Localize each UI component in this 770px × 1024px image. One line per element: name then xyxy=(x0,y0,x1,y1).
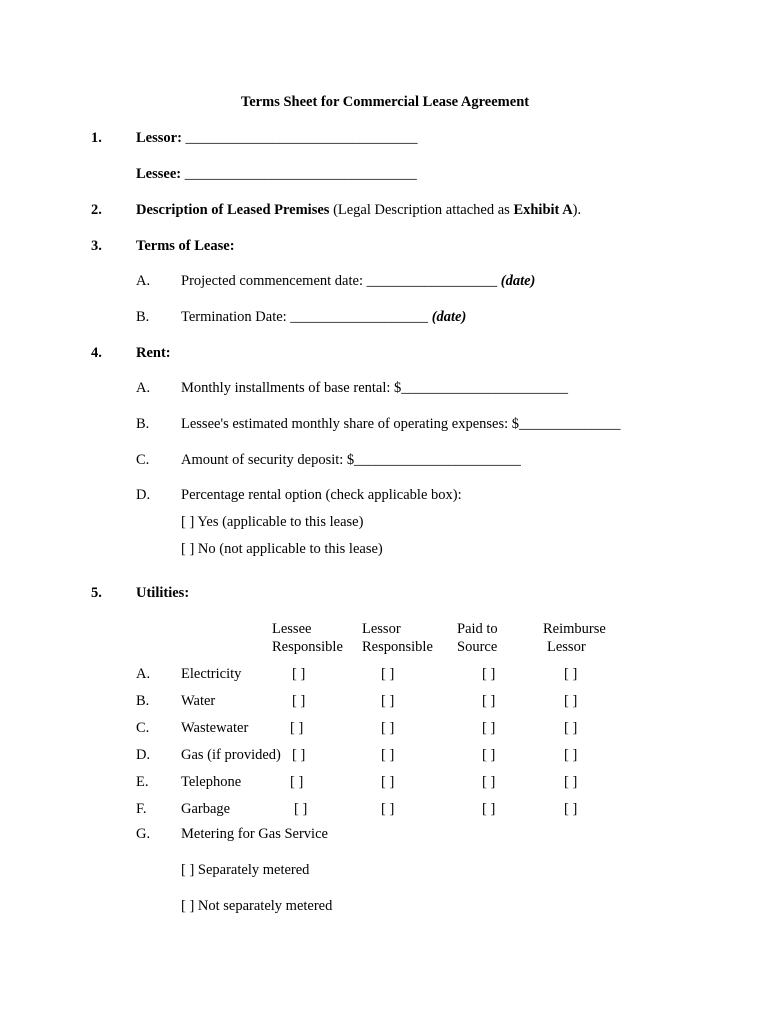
paid-to-source-checkbox[interactable]: [ ] xyxy=(482,693,496,709)
lessor-line xyxy=(136,130,418,147)
rent-heading: Rent: xyxy=(136,345,171,361)
lessor-blank[interactable]: ________________________________ xyxy=(185,130,418,146)
section-3-number: 3. xyxy=(91,238,102,254)
paid-to-source-checkbox[interactable]: [ ] xyxy=(482,666,496,682)
col-lessee-header: Lessee xyxy=(272,621,312,637)
lessee-responsible-checkbox[interactable]: [ ] xyxy=(290,774,304,790)
date-hint: (date) xyxy=(431,309,467,325)
utility-row-letter: C. xyxy=(136,720,150,736)
commencement-line xyxy=(181,273,535,290)
gas-metering-line: Metering for Gas Service xyxy=(181,826,328,842)
lessor-responsible-checkbox[interactable]: [ ] xyxy=(381,720,395,736)
reimburse-lessor-checkbox[interactable]: [ ] xyxy=(564,747,578,763)
security-deposit-line[interactable]: Amount of security deposit: $_______________________ xyxy=(181,452,521,468)
col-reimburse-header-2: Lessor xyxy=(547,639,586,655)
operating-expenses-line[interactable]: Lessee's estimated monthly share of operating expenses: $______________ xyxy=(181,416,621,432)
paid-to-source-checkbox[interactable]: [ ] xyxy=(482,801,496,817)
termination-line xyxy=(181,309,466,326)
not-separately-metered-checkbox[interactable]: [ ] Not separately metered xyxy=(181,898,333,914)
exhibit-label: Exhibit A xyxy=(513,202,573,218)
reimburse-lessor-checkbox[interactable]: [ ] xyxy=(564,666,578,682)
col-lessor-header: Lessor xyxy=(362,621,401,637)
no-checkbox[interactable]: [ ] No (not applicable to this lease) xyxy=(181,541,383,557)
base-rental-line[interactable]: Monthly installments of base rental: $_______________________ xyxy=(181,380,569,396)
section-2-number: 2. xyxy=(91,202,102,218)
item-letter: A. xyxy=(136,273,151,289)
description-heading: Description of Leased Premises xyxy=(136,202,330,218)
description-text: (Legal Description attached as xyxy=(329,202,514,218)
col-paid-header: Paid to xyxy=(457,621,498,637)
lessor-responsible-checkbox[interactable]: [ ] xyxy=(381,693,395,709)
lessee-responsible-checkbox[interactable]: [ ] xyxy=(292,747,306,763)
utilities-heading: Utilities: xyxy=(136,585,190,601)
utility-row-letter: E. xyxy=(136,774,149,790)
item-letter: B. xyxy=(136,309,150,325)
paid-to-source-checkbox[interactable]: [ ] xyxy=(482,774,496,790)
description-end: ). xyxy=(572,202,582,218)
section-4-number: 4. xyxy=(91,345,102,361)
lessee-line xyxy=(136,166,417,183)
utility-row-letter: D. xyxy=(136,747,151,763)
reimburse-lessor-checkbox[interactable]: [ ] xyxy=(564,693,578,709)
utility-row-label: Gas (if provided) xyxy=(181,747,281,763)
lessee-responsible-checkbox[interactable]: [ ] xyxy=(292,693,306,709)
utility-row-label: Wastewater xyxy=(181,720,249,736)
utility-row-label: Telephone xyxy=(181,774,242,790)
item-letter: D. xyxy=(136,487,151,503)
paid-to-source-checkbox[interactable]: [ ] xyxy=(482,720,496,736)
termination-text[interactable]: Termination Date: ___________________ xyxy=(181,309,432,325)
utility-row-label: Garbage xyxy=(181,801,231,817)
col-lessee-header-2: Responsible xyxy=(272,639,343,655)
section-1-number: 1. xyxy=(91,130,102,146)
lessor-responsible-checkbox[interactable]: [ ] xyxy=(381,747,395,763)
terms-heading: Terms of Lease: xyxy=(136,238,235,254)
lessee-responsible-checkbox[interactable]: [ ] xyxy=(294,801,308,817)
lessor-label: Lessor: xyxy=(136,130,182,146)
description-line xyxy=(136,202,581,219)
item-letter: G. xyxy=(136,826,151,842)
lessee-label: Lessee: xyxy=(136,166,182,182)
section-5-number: 5. xyxy=(91,585,102,601)
utility-row-letter: A. xyxy=(136,666,151,682)
utility-row-label: Water xyxy=(181,693,216,709)
percentage-rental-line: Percentage rental option (check applicable box): xyxy=(181,487,462,503)
item-letter: B. xyxy=(136,416,150,432)
lessee-responsible-checkbox[interactable]: [ ] xyxy=(292,666,306,682)
item-letter: A. xyxy=(136,380,151,396)
date-hint: (date) xyxy=(500,273,536,289)
commencement-text[interactable]: Projected commencement date: __________________ xyxy=(181,273,501,289)
utility-row-letter: B. xyxy=(136,693,150,709)
yes-checkbox[interactable]: [ ] Yes (applicable to this lease) xyxy=(181,514,364,530)
paid-to-source-checkbox[interactable]: [ ] xyxy=(482,747,496,763)
col-lessor-header-2: Responsible xyxy=(362,639,433,655)
item-letter: C. xyxy=(136,452,150,468)
reimburse-lessor-checkbox[interactable]: [ ] xyxy=(564,720,578,736)
col-paid-header-2: Source xyxy=(457,639,498,655)
document-title: Terms Sheet for Commercial Lease Agreement xyxy=(240,94,530,110)
lessee-blank[interactable]: ________________________________ xyxy=(184,166,417,182)
separately-metered-checkbox[interactable]: [ ] Separately metered xyxy=(181,862,310,878)
utility-row-label: Electricity xyxy=(181,666,242,682)
lessor-responsible-checkbox[interactable]: [ ] xyxy=(381,774,395,790)
utility-row-letter: F. xyxy=(136,801,147,817)
lessor-responsible-checkbox[interactable]: [ ] xyxy=(381,801,395,817)
reimburse-lessor-checkbox[interactable]: [ ] xyxy=(564,774,578,790)
lessor-responsible-checkbox[interactable]: [ ] xyxy=(381,666,395,682)
lessee-responsible-checkbox[interactable]: [ ] xyxy=(290,720,304,736)
col-reimburse-header: Reimburse xyxy=(543,621,606,637)
reimburse-lessor-checkbox[interactable]: [ ] xyxy=(564,801,578,817)
